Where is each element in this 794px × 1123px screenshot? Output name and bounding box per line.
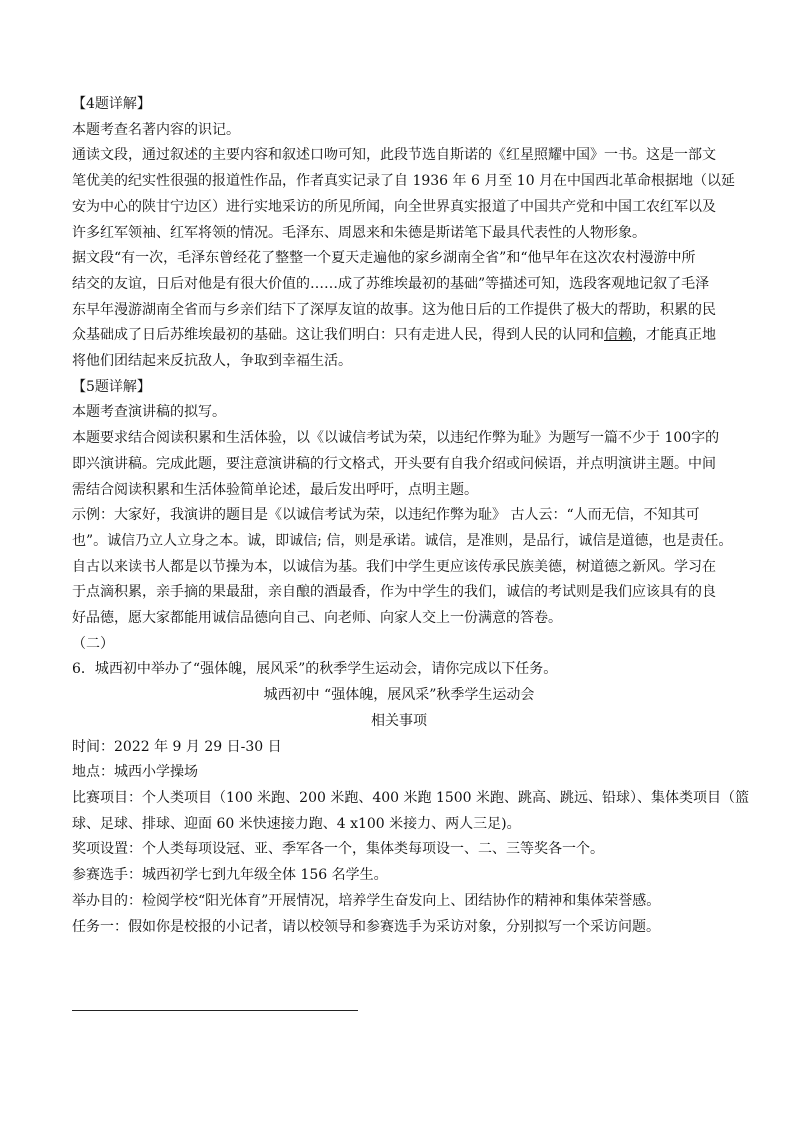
- q5-intro: 本题考查演讲稿的拟写。: [72, 404, 226, 421]
- q5-heading: 【5题详解】: [72, 378, 151, 395]
- underlined-word: 信赖: [604, 327, 632, 344]
- document-body: [72, 92, 750, 940]
- q4-para2-line2: 结交的友谊，日后对他是有很大价值的……成了苏维埃最初的基础”等描述可知，选段客观地记叙了毛泽: [72, 275, 710, 292]
- q5-para1-line2: 即兴演讲稿。完成此题，要注意演讲稿的行文格式，开头要有自我介绍或问候语，并点明演讲主题。中间: [72, 455, 716, 472]
- q5-example-line1: 示例：大家好，我演讲的题目是《以诚信考试为荣，以违纪作弊为耻》 古人云：“人而无信，不知其可: [72, 507, 700, 524]
- notice-purpose: 举办目的：检阅学校“阳光体育”开展情况，培养学生奋发向上、团结协作的精神和集体荣誉感。: [72, 892, 661, 909]
- notice-players: 参赛选手：城西初学七到九年级全体 156 名学生。: [72, 867, 388, 884]
- notice-time: 时间：2022 年 9 月 29 日-30 日: [72, 738, 282, 755]
- notice-events-line1: 比赛项目：个人类项目（100 米跑、200 米跑、400 米跑 1500 米跑、跳高、跳远、铅球）、集体类项目（篮: [72, 789, 750, 806]
- q4-para1-line2: 笔优美的纪实性很强的报道性作品，作者真实记录了自 1936 年 6 月至 10 月在中国西北革命根据地（以延: [72, 173, 736, 190]
- q5-para1-line1: 本题要求结合阅读积累和生活体验，以《以诚信考试为荣，以违纪作弊为耻》为题写一篇不少于 100字的: [72, 430, 720, 447]
- q4-para2-line4: [72, 323, 726, 349]
- notice-events-line2: 球、足球、排球、迎面 60 米快速接力跑、4 x100 米接力、两人三足)。: [72, 815, 521, 832]
- notice-awards: 奖项设置：个人类每项设冠、亚、季军各一个，集体类每项设一、二、三等奖各一个。: [72, 841, 604, 858]
- q4-para1-line4: 许多红军领袖、红军将领的情况。毛泽东、周恩来和朱德是斯诺笔下最具代表性的人物形象。: [72, 224, 646, 241]
- q4-para1-line3: 安为中心的陕甘宁边区）进行实地采访的所见所闻，向全世界真实报道了中国共产党和中国工农红军以及: [72, 198, 716, 215]
- q5-example-line3: 自古以来读书人都是以节操为本，以诚信为基。我们中学生更应该传承民族美德，树道德之新风。学习在: [72, 558, 716, 575]
- q4-para2-line5: 将他们团结起来反抗敌人，争取到幸福生活。: [72, 353, 352, 370]
- q4-para2-line1: 据文段“有一次，毛泽东曾经花了整整一个夏天走遍他的家乡湖南全省”和“他早年在这次农村漫游中所: [72, 250, 696, 267]
- notice-place: 地点：城西小学操场: [72, 764, 198, 781]
- q4-para2-line3: 东早年漫游湖南全省而与乡亲们结下了深厚友谊的故事。这为他日后的工作提供了极大的帮助，积累的民: [72, 301, 716, 318]
- q4-heading: 【4题详解】: [72, 96, 151, 112]
- task-one: 任务一：假如你是校报的小记者，请以校领导和参赛选手为采访对象，分别拟写一个采访问题。: [72, 918, 660, 935]
- footnote-divider: [72, 1010, 358, 1011]
- q5-example-line4: 于点滴积累，亲手摘的果最甜，亲自酿的酒最香，作为中学生的我们，诚信的考试则是我们应该具有的良: [72, 584, 716, 601]
- section-heading: （二）: [72, 635, 114, 652]
- q6-intro: 6．城西初中举办了“强体魄，展风采”的秋季学生运动会，请你完成以下任务。: [72, 661, 558, 678]
- notice-subtitle: 相关事项: [371, 712, 427, 729]
- q4-para2-line4-part3: ，才能真正地: [632, 327, 716, 344]
- q4-intro: 本题考查名著内容的识记。: [72, 121, 240, 138]
- q5-example-line5: 好品德，愿大家都能用诚信品德向自己、向老师、向家人交上一份满意的答卷。: [72, 610, 562, 627]
- notice-title: 城西初中 “强体魄，展风采”秋季学生运动会: [263, 687, 535, 704]
- q4-para2-line4-part1: 众基础成了日后苏维埃最初的基础。这让我们明白：只有走进人民，得到人民的认同和: [72, 327, 604, 344]
- q5-para1-line3: 需结合阅读积累和生活体验简单论述，最后发出呼吁，点明主题。: [72, 481, 478, 498]
- q4-para1-line1: 通读文段，通过叙述的主要内容和叙述口吻可知，此段节选自斯诺的《红星照耀中国》一书。这是一部文: [72, 147, 716, 164]
- q5-example-line2: 也”。诚信乃立人立身之本。诚，即诚信; 信，则是承诺。诚信，是准则，是品行，诚信是道德，也是责任。: [72, 532, 733, 549]
